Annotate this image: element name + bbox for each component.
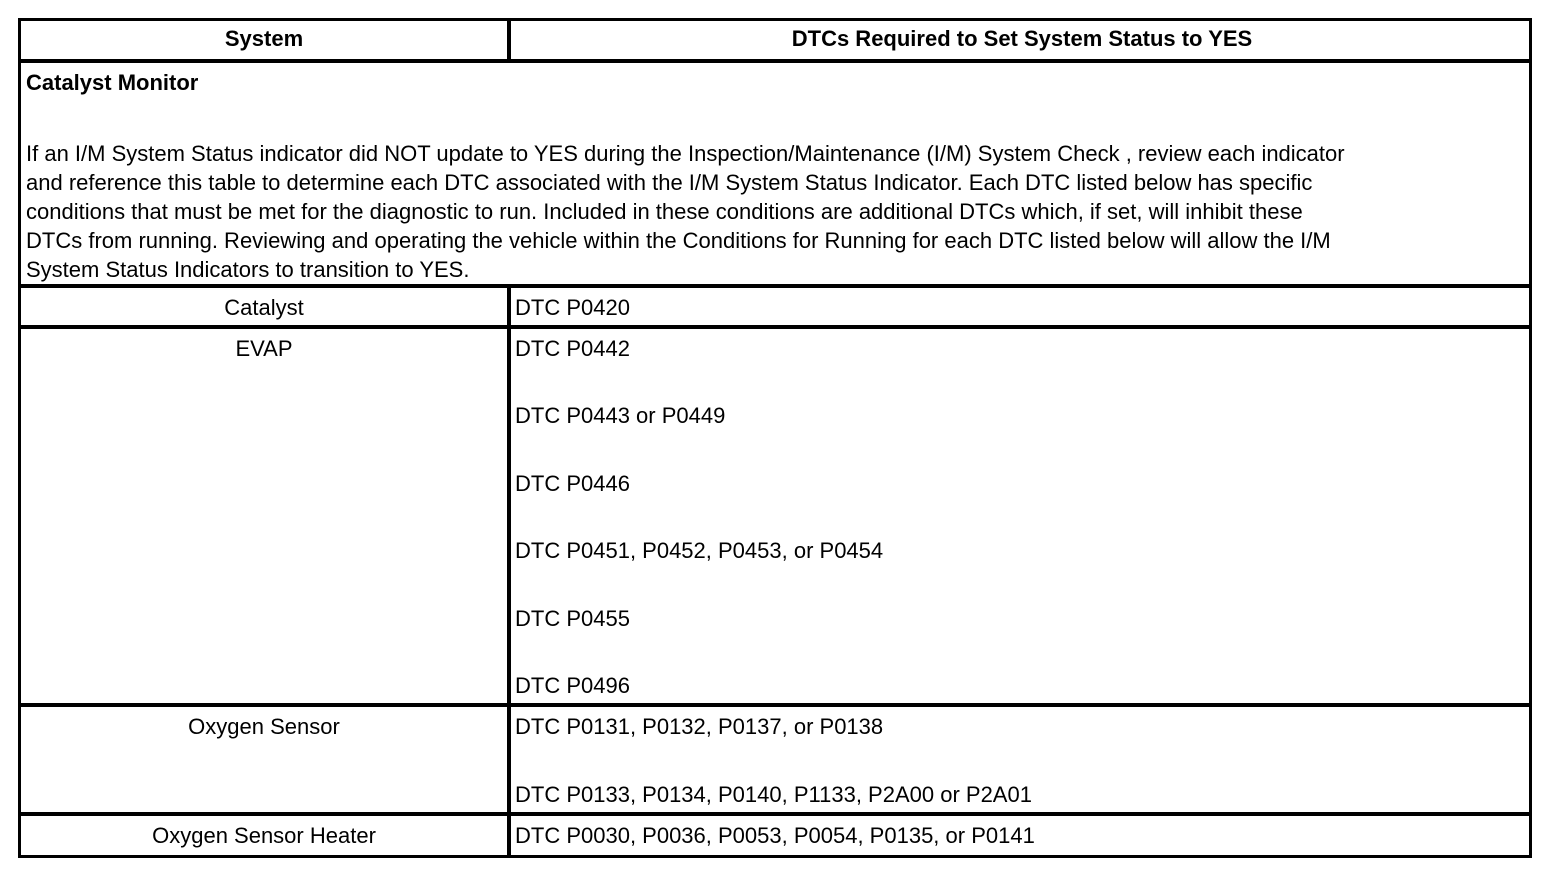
system-cell: EVAP [235, 336, 293, 361]
dtc-entry: DTC P0496 [515, 673, 630, 698]
column-divider [507, 812, 511, 858]
header-divider [21, 59, 1529, 63]
header-dtcs: DTCs Required to Set System Status to YES [791, 26, 1253, 51]
table-row [21, 816, 1529, 855]
table-row [21, 329, 1529, 703]
section-description [26, 139, 1532, 284]
system-cell: Oxygen Sensor [188, 714, 340, 739]
dtc-entry: DTC P0446 [515, 471, 630, 496]
system-cell: Oxygen Sensor Heater [152, 823, 376, 848]
dtc-entry: DTC P0420 [515, 295, 630, 320]
description-line: System Status Indicators to transition to YES. [26, 257, 470, 282]
column-divider-header [507, 21, 511, 59]
description-line: If an I/M System Status indicator did NOT update to YES during the Inspection/Maintenance (I/M) System Check , review each indicator [26, 141, 1345, 166]
description-line: DTCs from running. Reviewing and operating the vehicle within the Conditions for Running for each DTC listed below will allow the I/M [26, 228, 1331, 253]
dtc-entry: DTC P0442 [515, 336, 630, 361]
dtc-entry: DTC P0030, P0036, P0053, P0054, P0135, or P0141 [515, 823, 1035, 848]
dtc-entry: DTC P0131, P0132, P0137, or P0138 [515, 714, 884, 739]
table-row [21, 707, 1529, 812]
description-line: conditions that must be met for the diagnostic to run. Included in these conditions are additional DTCs which, if set, will inhibit these [26, 199, 1303, 224]
dtc-entry: DTC P0133, P0134, P0140, P1133, P2A00 or P2A01 [515, 782, 1032, 807]
table-row [21, 288, 1529, 325]
section-title: Catalyst Monitor [26, 70, 199, 95]
dtc-entry: DTC P0451, P0452, P0453, or P0454 [515, 538, 884, 563]
description-line: and reference this table to determine each DTC associated with the I/M System Status Indicator. Each DTC listed below has specific [26, 170, 1313, 195]
dtc-entry: DTC P0455 [515, 606, 630, 631]
dtc-entry: DTC P0443 or P0449 [515, 403, 726, 428]
header-system: System [224, 26, 304, 51]
system-cell: Catalyst [224, 295, 304, 320]
dtc-table [18, 18, 1532, 858]
